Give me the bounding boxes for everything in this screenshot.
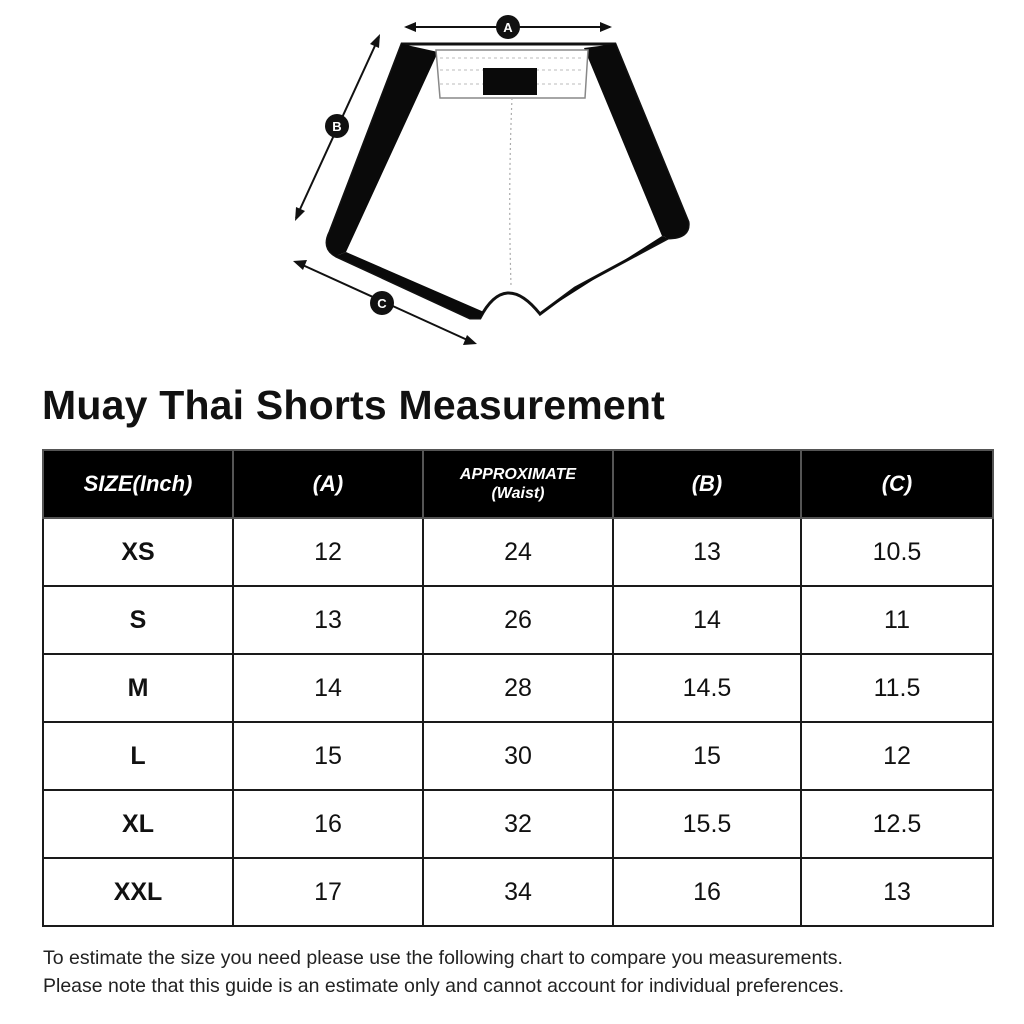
cell-c: 11.5: [801, 654, 993, 722]
table-row: [43, 518, 993, 586]
cell-waist: 24: [423, 518, 613, 586]
cell-b: 13: [613, 518, 801, 586]
cell-a: 13: [233, 586, 423, 654]
cell-size: XL: [43, 790, 233, 858]
sizing-note-line-2: Please note that this guide is an estimate only and cannot account for individual preferences.: [43, 975, 845, 997]
cell-size: XXL: [43, 858, 233, 926]
header-size: SIZE(Inch): [43, 450, 233, 518]
cell-b: 15: [613, 722, 801, 790]
shorts-illustration: [327, 44, 688, 318]
cell-c: 12.5: [801, 790, 993, 858]
cell-size: L: [43, 722, 233, 790]
cell-b: 16: [613, 858, 801, 926]
cell-c: 13: [801, 858, 993, 926]
cell-a: 12: [233, 518, 423, 586]
cell-a: 15: [233, 722, 423, 790]
cell-waist: 34: [423, 858, 613, 926]
size-chart-table: [42, 449, 994, 927]
table-row: [43, 586, 993, 654]
table-row: [43, 858, 993, 926]
header-c: (C): [801, 450, 993, 518]
table-header-row: [43, 450, 993, 518]
dimension-a-label: A: [503, 20, 513, 35]
cell-size: M: [43, 654, 233, 722]
cell-waist: 26: [423, 586, 613, 654]
header-b: (B): [613, 450, 801, 518]
header-approximate-waist: APPROXIMATE (Waist): [423, 450, 613, 518]
cell-size: XS: [43, 518, 233, 586]
cell-waist: 30: [423, 722, 613, 790]
cell-b: 15.5: [613, 790, 801, 858]
waist-label-patch: [483, 68, 537, 95]
cell-waist: 28: [423, 654, 613, 722]
cell-waist: 32: [423, 790, 613, 858]
cell-c: 10.5: [801, 518, 993, 586]
cell-a: 14: [233, 654, 423, 722]
cell-b: 14: [613, 586, 801, 654]
table-row: [43, 790, 993, 858]
shorts-diagram: [0, 0, 1024, 360]
table-row: [43, 654, 993, 722]
cell-a: 17: [233, 858, 423, 926]
dimension-c-label: C: [377, 296, 387, 311]
cell-c: 11: [801, 586, 993, 654]
cell-a: 16: [233, 790, 423, 858]
dimension-b-label: B: [332, 119, 342, 134]
page-title: Muay Thai Shorts Measurement: [42, 382, 666, 428]
cell-b: 14.5: [613, 654, 801, 722]
sizing-note-line-1: To estimate the size you need please use the following chart to compare you measurements.: [43, 947, 843, 969]
cell-size: S: [43, 586, 233, 654]
header-a: (A): [233, 450, 423, 518]
table-row: [43, 722, 993, 790]
sizing-note: [43, 944, 844, 1000]
cell-c: 12: [801, 722, 993, 790]
dimension-a: [404, 15, 612, 39]
